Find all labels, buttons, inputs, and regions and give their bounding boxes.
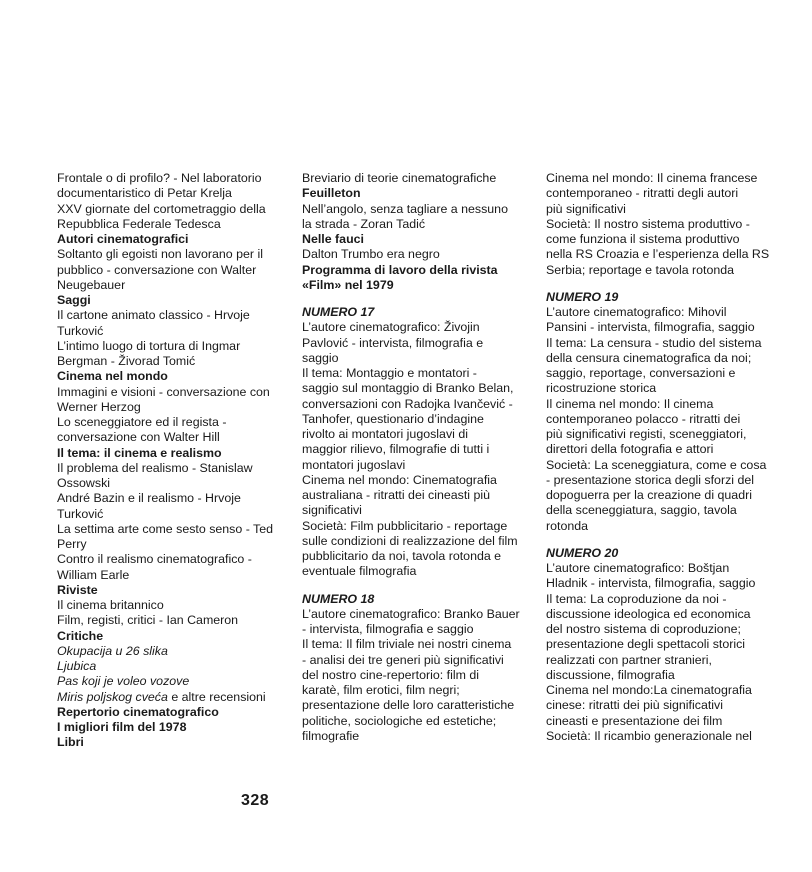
line-text: pubblico - conversazione con Walter: [57, 262, 257, 277]
line-text: ricostruzione storica: [546, 381, 657, 396]
line-text: filmografie: [302, 728, 360, 743]
line-text: cinese: ritratti dei più significativi: [546, 698, 723, 713]
text-line: [302, 519, 524, 534]
text-line: [302, 217, 524, 232]
text-line: [546, 442, 771, 457]
line-text: rotonda: [546, 518, 589, 533]
line-text: discussione, filmografia: [546, 667, 675, 682]
text-line: [546, 653, 771, 668]
text-line: [57, 400, 287, 415]
line-text: Società: Il nostro sistema produttivo -: [546, 216, 750, 231]
text-line: [546, 683, 771, 698]
text-line: [57, 385, 287, 400]
section-heading: [302, 263, 524, 278]
line-text: NUMERO 20: [546, 545, 619, 560]
text-line: [57, 324, 287, 339]
line-text: L’autore cinematografico: Boštjan: [546, 561, 730, 575]
line-text: Ossowski: [57, 476, 111, 490]
line-text: «Film» nel 1979: [302, 277, 394, 292]
line-text: direttori della fotografia e attori: [546, 442, 714, 457]
line-text: conversazioni con Radojka Ivančević -: [302, 396, 513, 411]
text-line: [302, 458, 524, 473]
line-text: Il cartone animato classico - Hrvoje: [57, 308, 250, 323]
line-text: saggio, reportage, conversazioni e: [546, 366, 736, 380]
line-text: - intervista, filmografia e saggio: [302, 622, 474, 636]
text-line: [57, 522, 287, 537]
text-line: [546, 458, 771, 473]
text-line: [57, 354, 287, 369]
line-text: cineasti e presentazione dei film: [546, 713, 723, 728]
text-line: [302, 473, 524, 488]
text-line: [302, 622, 524, 637]
section-heading: [57, 735, 287, 750]
text-line: [546, 698, 771, 713]
text-line: [546, 232, 771, 247]
line-text: Cinema nel mondo: Il cinema francese: [546, 171, 758, 185]
text-line: [546, 637, 771, 652]
line-text: Feuilleton: [302, 186, 361, 201]
page-number: 328: [241, 792, 270, 809]
text-line: [546, 351, 771, 366]
text-line: [546, 202, 771, 217]
text-line: [57, 690, 287, 705]
line-text: del nostro cine-repertorio: film di: [302, 667, 479, 682]
line-text: Pansini - intervista, filmografia, saggio: [546, 320, 755, 335]
line-text: Perry: [57, 537, 87, 551]
text-line: [546, 714, 771, 729]
line-text: André Bazin e il realismo - Hrvoje: [57, 491, 241, 506]
line-text: Soltanto gli egoisti non lavorano per il: [57, 247, 263, 262]
line-text: Lo sceneggiatore ed il regista -: [57, 415, 227, 429]
line-text: Cinema nel mondo: Cinematografia: [302, 472, 497, 487]
line-text: Cinema nel mondo:La cinematografia: [546, 683, 752, 697]
line-text: Film, registi, critici - Ian Cameron: [57, 613, 239, 628]
line-text: significativi: [302, 503, 362, 518]
line-text: L’autore cinematografico: Mihovil: [546, 305, 727, 319]
line-text: documentaristico di Petar Krelja: [57, 186, 232, 201]
line-text: la strada - Zoran Tadić: [302, 216, 426, 231]
line-text: Tanhofer, questionario d’indagine: [302, 411, 484, 426]
line-text: Cinema nel mondo: [57, 369, 168, 384]
line-text: nella RS Croazia e l’esperienza della RS: [546, 247, 770, 262]
section-heading: [57, 232, 287, 247]
line-text: Il tema: Montaggio e montatori -: [302, 366, 477, 380]
text-line: [57, 186, 287, 201]
line-text: Il tema: La censura - studio del sistema: [546, 335, 762, 350]
text-line: [302, 637, 524, 652]
text-line: [546, 488, 771, 503]
section-heading: [57, 293, 287, 308]
line-text: karatè, film erotici, film negri;: [302, 683, 460, 697]
line-text: Nelle fauci: [302, 232, 364, 246]
section-heading: [302, 186, 524, 201]
text-line: [546, 473, 771, 488]
line-text: montatori jugoslavi: [302, 457, 406, 472]
text-line: [546, 668, 771, 683]
text-line: [546, 320, 771, 335]
line-text: della censura cinematografica da noi;: [546, 350, 752, 365]
line-text: Turković: [57, 506, 104, 521]
line-text: NUMERO 19: [546, 289, 619, 304]
text-line: [546, 576, 771, 591]
column-1: [57, 171, 287, 751]
text-line: [57, 613, 287, 628]
text-line: [546, 336, 771, 351]
section-heading: [57, 583, 287, 598]
text-line: [546, 186, 771, 201]
text-line: [302, 442, 524, 457]
line-text: La settima arte come sesto senso - Ted: [57, 521, 274, 536]
line-text: Il problema del realismo - Stanislaw: [57, 460, 253, 475]
text-line: [302, 320, 524, 335]
line-text: maggior rilievo, filmografie di tutti i: [302, 442, 490, 457]
issue-heading: [302, 305, 524, 320]
section-heading: [57, 629, 287, 644]
text-line: [546, 171, 771, 186]
line-text: saggio sul montaggio di Branko Belan,: [302, 381, 514, 396]
line-text: rivolto ai montatori jugoslavi di: [302, 427, 468, 441]
line-text: conversazione con Walter Hill: [57, 430, 220, 445]
text-line: [302, 714, 524, 729]
line-text: della sceneggiatura, saggio, tavola: [546, 503, 737, 518]
line-text: presentazione degli spettacoli storici: [546, 637, 746, 652]
text-line: [546, 366, 771, 381]
line-text: Critiche: [57, 628, 104, 643]
line-text: del nostro sistema di coproduzione;: [546, 622, 741, 636]
text-line: [57, 644, 287, 659]
text-line: [57, 430, 287, 445]
text-line: [57, 278, 287, 293]
line-text: Pavlović - intervista, filmografia e: [302, 335, 484, 350]
text-line: [302, 653, 524, 668]
line-text: - analisi dei tre generi più significativi: [302, 652, 504, 667]
text-line: [302, 729, 524, 744]
section-heading: [302, 232, 524, 247]
text-line: [302, 427, 524, 442]
line-text: dopoguerra per la creazione di quadri: [546, 488, 752, 502]
text-line: [57, 202, 287, 217]
line-text: Società: Il ricambio generazionale nel: [546, 728, 752, 743]
section-heading: [57, 446, 287, 461]
section-heading: [57, 705, 287, 720]
line-text: Il tema: il cinema e realismo: [57, 445, 222, 460]
line-text: più significativi: [546, 201, 626, 216]
line-text: Hladnik - intervista, filmografia, saggio: [546, 576, 756, 591]
line-text: Immagini e visioni - conversazione con: [57, 384, 270, 399]
text-line: [302, 336, 524, 351]
text-line: [302, 683, 524, 698]
text-line: [57, 537, 287, 552]
line-text: NUMERO 18: [302, 591, 375, 606]
line-text: più significativi registi, sceneggiatori,: [546, 427, 747, 441]
line-text: NUMERO 17: [302, 305, 375, 319]
text-line: [546, 607, 771, 622]
text-line: [302, 607, 524, 622]
line-text: Breviario di teorie cinematografiche: [302, 171, 497, 185]
line-text: L’autore cinematografico: Živojin: [302, 320, 480, 335]
line-text: Repubblica Federale Tedesca: [57, 216, 221, 231]
text-line: [57, 171, 287, 186]
line-text: Saggi: [57, 293, 91, 307]
line-text: Riviste: [57, 582, 98, 597]
line-text: australiana - ritratti dei cineasti più: [302, 488, 491, 502]
line-text: sulle condizioni di realizzazione del film: [302, 533, 518, 548]
text-line: [57, 263, 287, 278]
text-line: [302, 503, 524, 518]
line-text: L’intimo luogo di tortura di Ingmar: [57, 338, 241, 353]
text-line: [546, 381, 771, 396]
section-heading: [302, 278, 524, 293]
text-line: [546, 561, 771, 576]
text-line: [546, 247, 771, 262]
text-line: [57, 598, 287, 613]
line-text: Il tema: Il film triviale nei nostri cinema: [302, 637, 512, 652]
text-line: [302, 564, 524, 579]
text-line: [57, 568, 287, 583]
text-line: [302, 366, 524, 381]
section-heading: [57, 369, 287, 384]
line-text: Contro il realismo cinematografico -: [57, 552, 252, 567]
text-line: [57, 308, 287, 323]
text-line: [546, 592, 771, 607]
text-line: [302, 668, 524, 683]
text-line: [546, 729, 771, 744]
text-line: [302, 412, 524, 427]
issue-heading: [302, 592, 524, 607]
column-2: [302, 171, 524, 744]
line-text: Nell’angolo, senza tagliare a nessuno: [302, 201, 508, 216]
line-text: realizzati con partner stranieri,: [546, 652, 712, 667]
text-line: [302, 351, 524, 366]
text-line: [302, 549, 524, 564]
text-line: [57, 674, 287, 689]
line-text: Il tema: La coproduzione da noi -: [546, 591, 727, 606]
section-heading: [57, 720, 287, 735]
line-text: eventuale filmografia: [302, 564, 417, 579]
line-text: XXV giornate del cortometraggio della: [57, 201, 266, 216]
line-text: Il cinema nel mondo: Il cinema: [546, 396, 714, 411]
line-text: Okupacija u 26 slika: [57, 643, 168, 658]
line-text: Turković: [57, 323, 104, 338]
text-line: [546, 427, 771, 442]
text-line: [546, 412, 771, 427]
text-line: [302, 381, 524, 396]
text-line: [57, 491, 287, 506]
line-text: Ljubica: [57, 659, 97, 673]
line-text-rest: e altre recensioni: [167, 689, 266, 704]
text-line: [57, 552, 287, 567]
line-text: Società: La sceneggiatura, come e cosa: [546, 457, 767, 472]
line-text: contemporaneo - ritratti degli autori: [546, 186, 739, 201]
line-text: discussione ideologica ed economica: [546, 606, 751, 621]
text-line: [546, 622, 771, 637]
text-line: [546, 519, 771, 534]
text-line: [57, 507, 287, 522]
line-text: Repertorio cinematografico: [57, 704, 219, 719]
text-line: [302, 202, 524, 217]
text-line: [57, 415, 287, 430]
issue-heading: [546, 290, 771, 305]
line-text: Miris poljskog cveća: [57, 689, 168, 704]
line-text: Werner Herzog: [57, 399, 141, 414]
text-line: [546, 217, 771, 232]
text-line: [302, 534, 524, 549]
text-line: [57, 461, 287, 476]
text-line: [57, 659, 287, 674]
text-line: [546, 263, 771, 278]
line-text: Società: Film pubblicitario - reportage: [302, 518, 508, 533]
line-text: Libri: [57, 735, 84, 750]
line-text: Dalton Trumbo era negro: [302, 247, 440, 262]
line-text: come funziona il sistema produttivo: [546, 232, 740, 246]
line-text: Autori cinematografici: [57, 232, 189, 246]
line-text: William Earle: [57, 567, 130, 582]
line-text: Il cinema britannico: [57, 598, 164, 612]
text-line: [302, 171, 524, 186]
line-text: Neugebauer: [57, 277, 126, 292]
text-line: [546, 503, 771, 518]
line-text: politiche, sociologiche ed estetiche;: [302, 713, 497, 728]
text-line: [57, 247, 287, 262]
line-text: Pas koji je voleo vozove: [57, 674, 190, 689]
text-line: [546, 397, 771, 412]
line-text: Serbia; reportage e tavola rotonda: [546, 262, 735, 277]
line-text: Bergman - Živorad Tomić: [57, 354, 196, 368]
line-text: I migliori film del 1978: [57, 720, 187, 734]
line-text: contemporaneo polacco - ritratti dei: [546, 411, 741, 426]
text-line: [302, 397, 524, 412]
line-text: Programma di lavoro della rivista: [302, 262, 498, 277]
text-line: [57, 476, 287, 491]
issue-heading: [546, 546, 771, 561]
text-line: [302, 488, 524, 503]
text-line: [302, 247, 524, 262]
text-line: [57, 217, 287, 232]
line-text: Frontale o di profilo? - Nel laboratorio: [57, 171, 262, 185]
line-text: presentazione delle loro caratteristiche: [302, 698, 515, 713]
line-text: pubblicitario da noi, tavola rotonda e: [302, 549, 502, 563]
text-line: [302, 698, 524, 713]
text-line: [546, 305, 771, 320]
column-3: [546, 171, 771, 744]
line-text: L’autore cinematografico: Branko Bauer: [302, 606, 520, 621]
line-text: saggio: [302, 350, 339, 365]
line-text: - presentazione storica degli sforzi del: [546, 472, 754, 487]
text-line: [57, 339, 287, 354]
